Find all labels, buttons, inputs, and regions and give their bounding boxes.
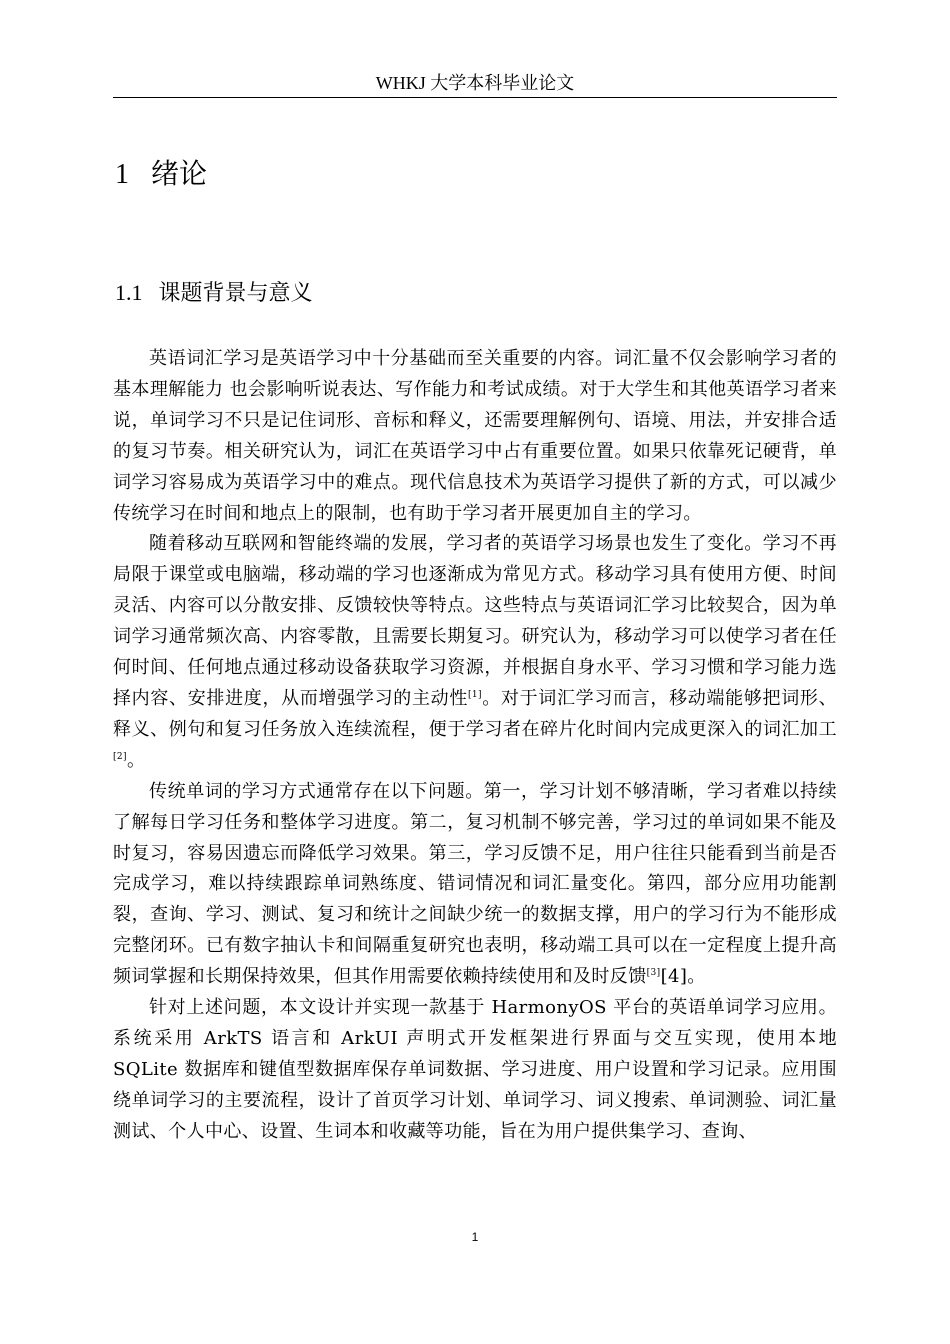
chapter-heading <box>115 154 207 195</box>
citation-3[interactable]: [3] <box>646 968 661 979</box>
paragraph-1: 英语词汇学习是英语学习中十分基础而至关重要的内容。词汇量不仅会影响学习者的基本理解能力 也会影响听说表达、写作能力和考试成绩。对于大学生和其他英语学习者来说，单词学习不只是记住词形、音标和释义，还需要理解例句、语境、用法，并安排合适的复习节奏。相关研究认为，词汇在英语学习中占有重要位置。如果只依靠死记硬背，单词学习容易成为英语学习中的难点。现代信息技术为英语学习提供了新的方式，可以减少传统学习在时间和地点上的限制，也有助于学习者开展更加自主的学习。 <box>113 348 837 524</box>
section-number: 1.1 <box>115 280 143 305</box>
paragraph-3 <box>113 777 837 993</box>
paragraph-2 <box>113 529 837 776</box>
paragraph-2-text-b: 。对于词汇学习而言，移动端能够把词形、释义、例句和复习任务放入连续流程，便于学习者在碎片化时间内完成更深入的词汇加工 <box>113 687 837 740</box>
section-title: 课题背景与意义 <box>158 281 313 306</box>
chapter-number: 1 <box>115 159 129 190</box>
header-divider <box>113 97 837 98</box>
paragraph-2-text-a: 随着移动互联网和智能终端的发展，学习者的英语学习场景也发生了变化。学习不再局限于课堂或电脑端，移动端的学习也逐渐成为常见方式。移动学习具有使用方便、时间灵活、内容可以分散安排、反馈较快等特点。这些特点与英语词汇学习比较契合，因为单词学习通常频次高、内容零散，且需要长期复习。研究认为，移动学习可以使学习者在任何时间、任何地点通过移动设备获取学习资源，并根据自身水平、学习习惯和学习能力选择内容、安排进度，从而增强学习的主动性 <box>113 533 837 709</box>
paragraph-3-text-b: [4]。 <box>660 966 706 988</box>
paragraph-3-text-a: 传统单词的学习方式通常存在以下问题。第一，学习计划不够清晰，学习者难以持续了解每日学习任务和整体学习进度。第二，复习机制不够完善，学习过的单词如果不能及时复习，容易因遗忘而降低学习效果。第三，学习反馈不足，用户往往只能看到当前是否完成学习，难以持续跟踪单词熟练度、错词情况和词汇量变化。第四，部分应用功能割裂，查询、学习、测试、复习和统计之间缺少统一的数据支撑，用户的学习行为不能形成完整闭环。已有数字抽认卡和间隔重复研究也表明，移动端工具可以在一定程度上提升高频词掌握和长期保持效果，但其作用需要依赖持续使用和及时反馈 <box>113 780 837 988</box>
paragraph-2-text-c: 。 <box>126 749 146 771</box>
paragraph-4: 针对上述问题，本文设计并实现一款基于 HarmonyOS 平台的英语单词学习应用。系统采用 ArkTS 语言和 ArkUI 声明式开发框架进行界面与交互实现，使用本地 SQLite 数据库和键值型数据库保存单词数据、学习进度、用户设置和学习记录。应用围绕单词学习的主要流程，设计了首页学习计划、单词学习、词义搜索、单词测验、词汇量测试、个人中心、设置、生词本和收藏等功能，旨在为用户提供集学习、查询、 <box>113 997 837 1142</box>
page-number: 1 <box>471 1230 479 1244</box>
citation-1[interactable]: [1] <box>468 689 482 700</box>
section-heading <box>115 278 313 309</box>
body-text <box>113 344 837 1148</box>
page-header: WHKJ 大学本科毕业论文 <box>375 73 575 93</box>
citation-2[interactable]: [2] <box>113 751 127 762</box>
chapter-title: 绪论 <box>151 157 208 190</box>
